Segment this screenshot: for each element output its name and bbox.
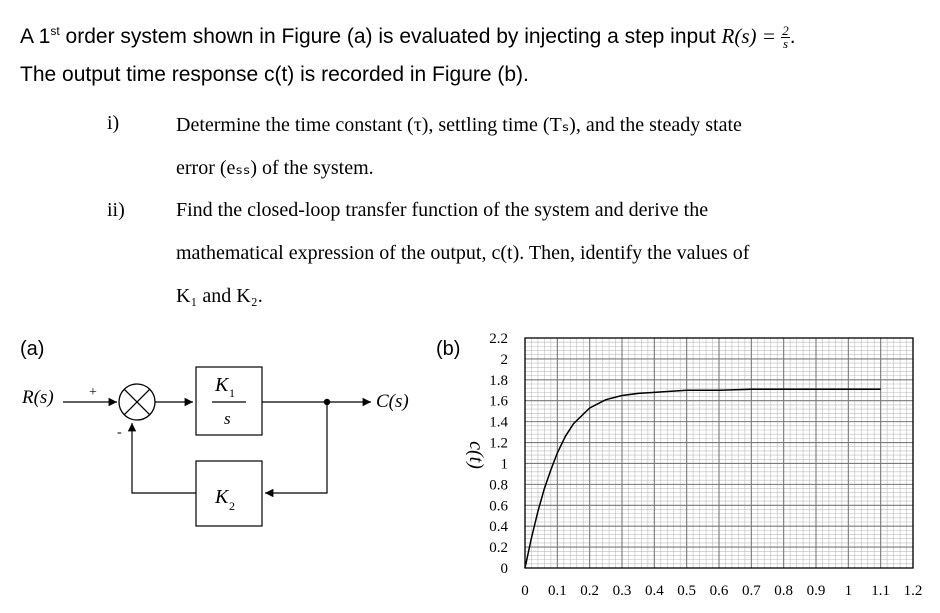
forward-gain-symbol: K xyxy=(215,374,229,396)
figure-a-label: (a) xyxy=(20,338,45,360)
fraction-denominator: s xyxy=(782,35,788,51)
y-tick-label: 0 xyxy=(500,561,508,577)
x-tick-label: 0 xyxy=(521,583,529,599)
x-tick-label: 0.9 xyxy=(806,583,826,599)
question-period: . xyxy=(789,25,796,48)
part-ii-line-3: K₁ and K₂. xyxy=(176,285,263,307)
figure-b-label: (b) xyxy=(436,338,461,360)
x-tick-label: 0.6 xyxy=(709,583,729,599)
forward-gain-subscript: 1 xyxy=(229,386,235,400)
y-tick-label: 1.6 xyxy=(489,393,508,410)
part-i-line-1: Determine the time constant (τ), settling time (Tₛ), and the steady state xyxy=(176,114,742,136)
question-line-2: The output time response c(t) is recorded in Figure (b). xyxy=(20,63,529,86)
y-tick-label: 0.6 xyxy=(489,498,508,515)
x-tick-label: 0.5 xyxy=(677,583,697,599)
x-tick-label: 1.1 xyxy=(871,583,891,599)
x-tick-label: 0.7 xyxy=(741,583,761,599)
summing-minus-sign: - xyxy=(117,425,122,440)
part-i-label: i) xyxy=(107,112,120,134)
question-text-mid: order system shown in Figure (a) is evaluated by injecting a step input xyxy=(59,25,722,48)
part-ii-label: ii) xyxy=(107,199,125,221)
x-tick-label: 1.2 xyxy=(903,583,923,599)
response-curve xyxy=(525,389,881,568)
fraction-numerator: 2 xyxy=(782,22,789,38)
feedback-gain-symbol: K xyxy=(215,486,229,508)
chart-y-axis-label: c(t) xyxy=(465,441,487,469)
y-tick-label: 1 xyxy=(500,456,508,473)
x-tick-label: 0.8 xyxy=(774,583,794,599)
ordinal-suffix: st xyxy=(50,24,60,38)
y-tick-label: 1.2 xyxy=(489,435,508,452)
summing-plus-sign: + xyxy=(89,385,97,400)
x-tick-label: 0.2 xyxy=(580,583,600,599)
x-tick-label: 0.3 xyxy=(612,583,632,599)
output-label: C(s) xyxy=(376,391,409,412)
x-tick-label: 1 xyxy=(844,583,853,599)
part-i-line-2: error (eₛₛ) of the system. xyxy=(176,157,374,179)
y-tick-label: 0.4 xyxy=(489,519,508,536)
input-label: R(s) xyxy=(22,387,54,408)
part-ii-line-2: mathematical expression of the output, c(t). Then, identify the values of xyxy=(176,242,750,264)
question-text-start: A 1 xyxy=(20,25,51,48)
y-tick-label: 1.4 xyxy=(489,414,508,431)
forward-integrator-s: s xyxy=(224,409,231,428)
x-tick-label: 0.1 xyxy=(547,583,567,599)
step-input-expression: R(s) = xyxy=(721,24,782,48)
y-tick-label: 1.8 xyxy=(489,372,508,389)
part-ii-line-1: Find the closed-loop transfer function of the system and derive the xyxy=(176,199,709,221)
y-tick-label: 2 xyxy=(500,351,508,368)
x-tick-label: 0.4 xyxy=(644,583,664,599)
feedback-gain-subscript: 2 xyxy=(229,499,235,513)
y-tick-label: 0.8 xyxy=(489,477,508,494)
y-tick-label: 0.2 xyxy=(489,540,508,557)
y-tick-label: 2.2 xyxy=(489,331,508,347)
